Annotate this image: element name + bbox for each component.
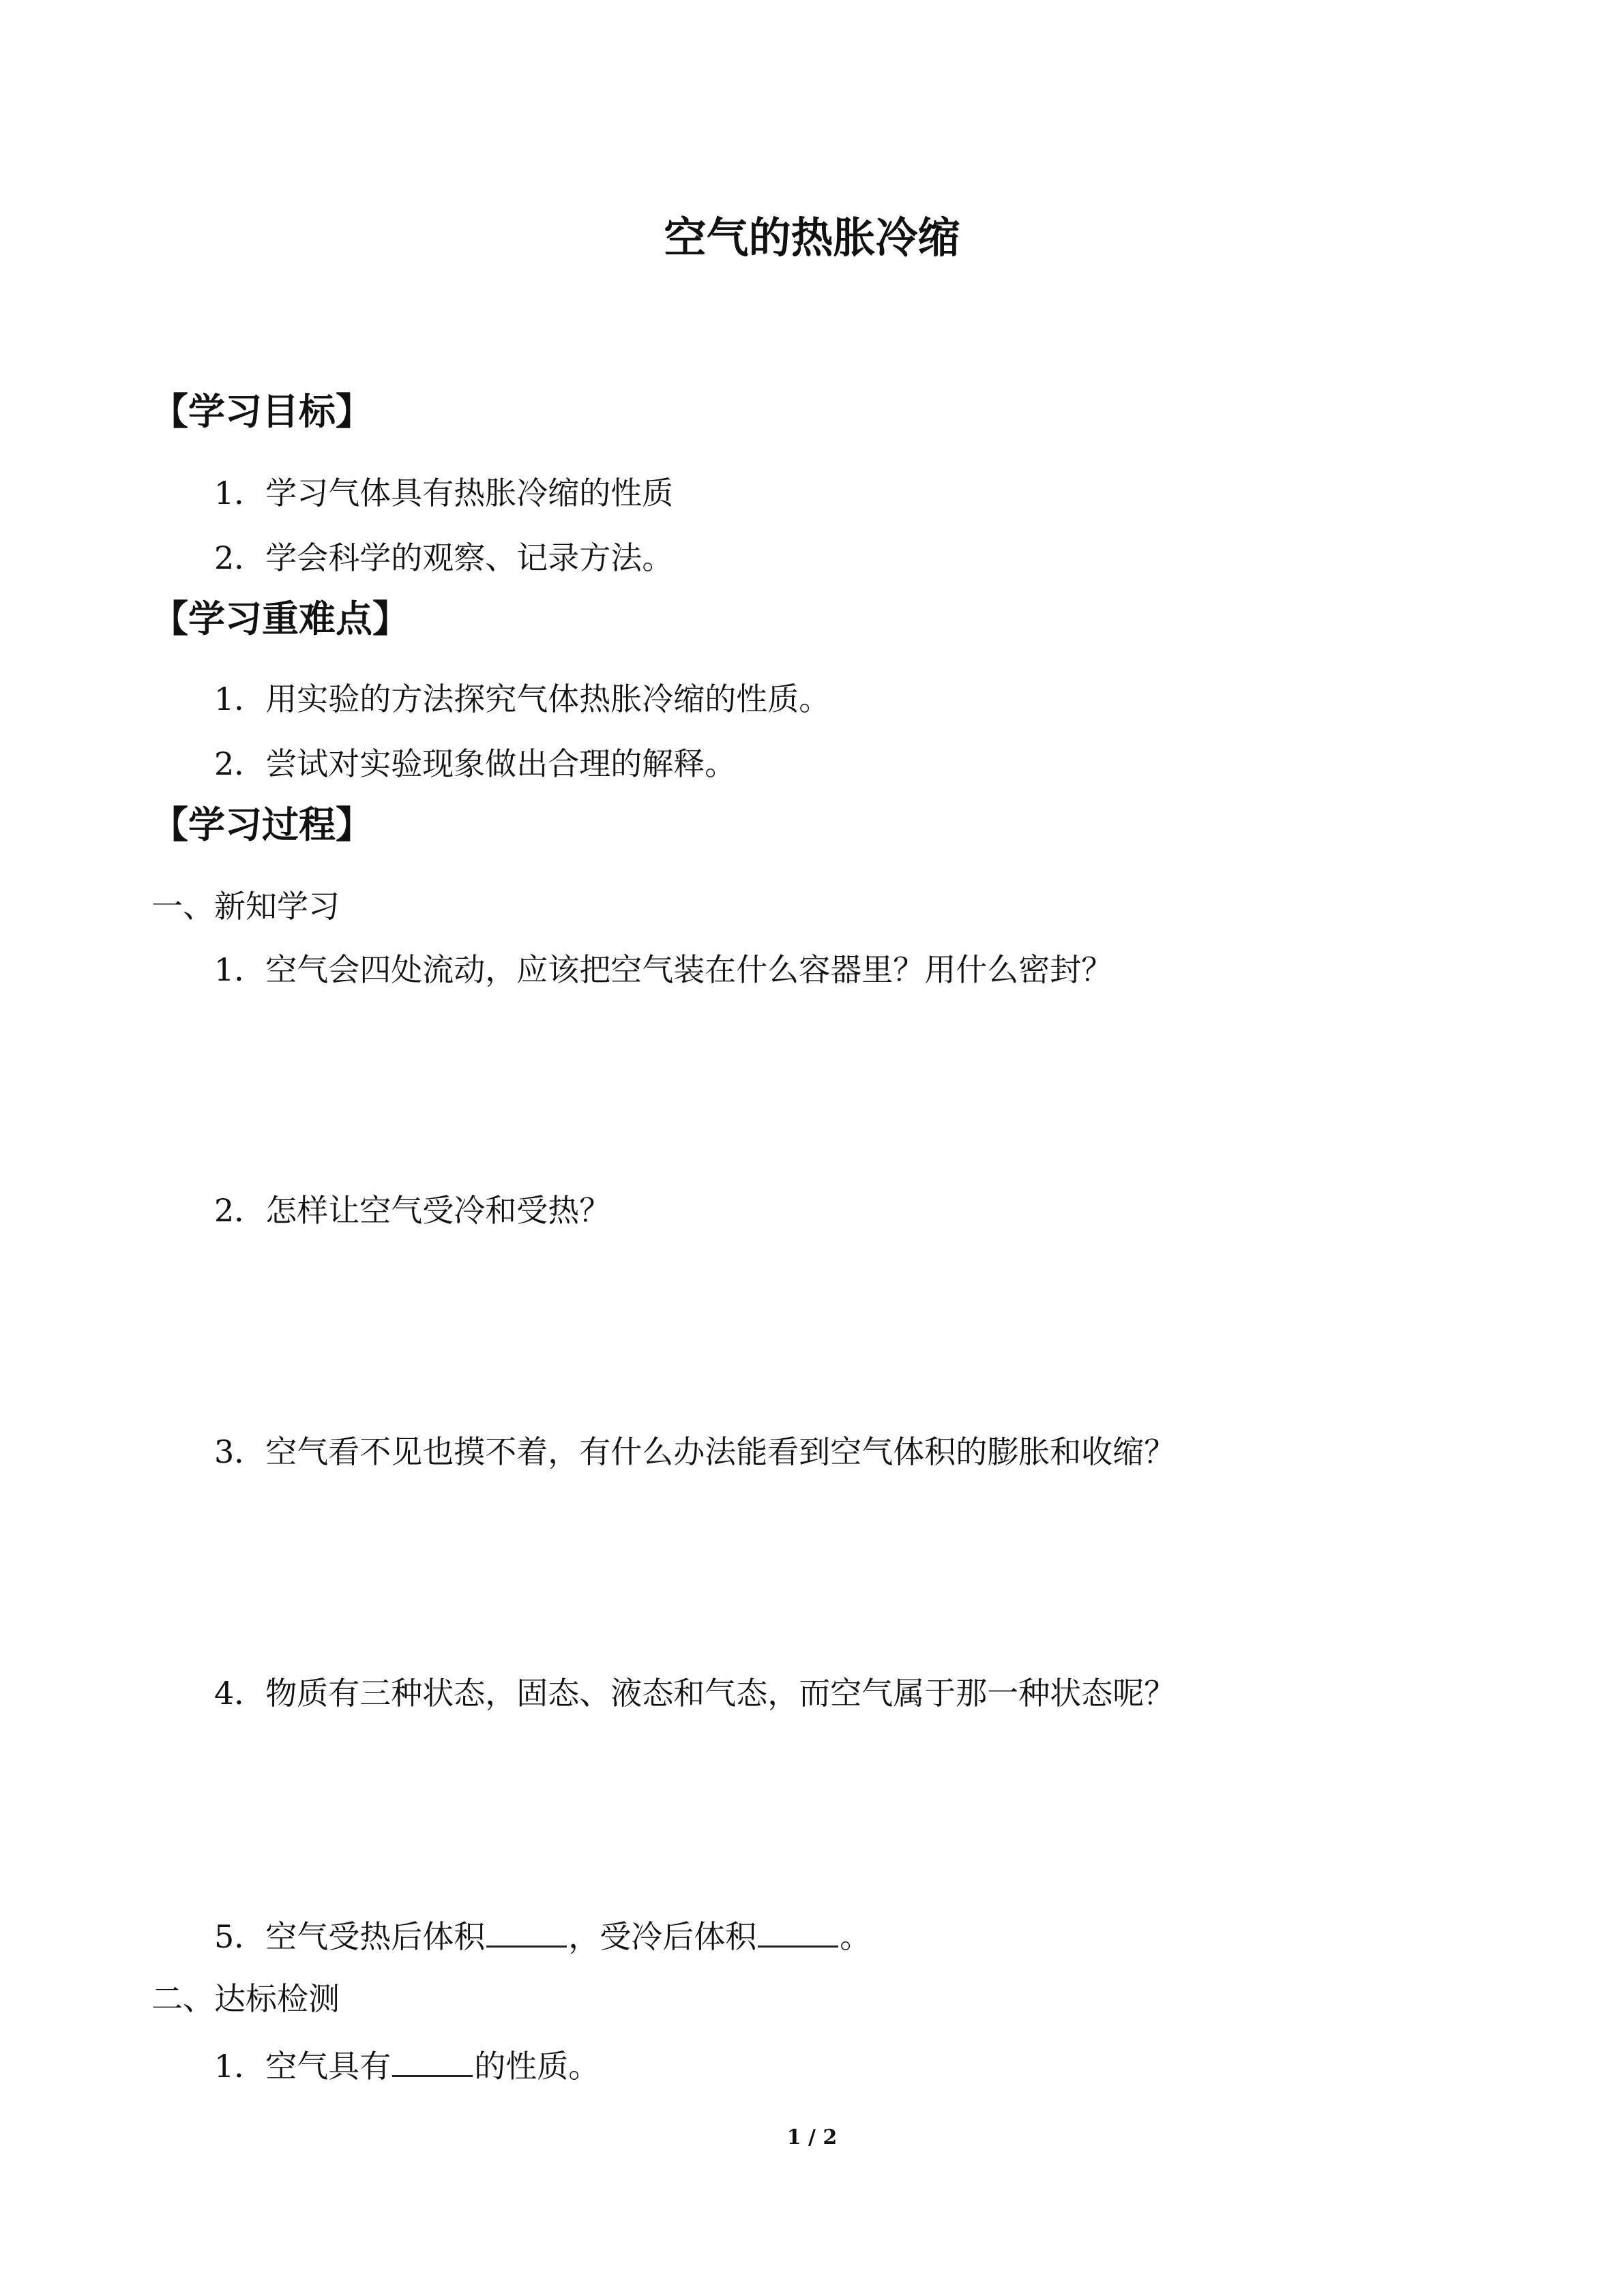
question-item: 2．怎样让空气受冷和受热？	[214, 1192, 611, 1229]
key-points-heading: 【学习重难点】	[151, 597, 409, 640]
question-item-fill-blank	[214, 1918, 872, 1955]
process-heading: 【学习过程】	[151, 803, 372, 846]
key-point-item: 2．尝试对实验现象做出合理的解释。	[214, 745, 737, 782]
key-point-item: 1．用实验的方法探究气体热胀冷缩的性质。	[214, 681, 831, 717]
document-title: 空气的热胀冷缩	[664, 213, 960, 263]
goal-item: 2．学会科学的观察、记录方法。	[214, 539, 674, 576]
question-item: 3．空气看不见也摸不着，有什么办法能看到空气体积的膨胀和收缩？	[214, 1433, 1176, 1470]
section-label: 二、达标检测	[151, 1980, 340, 2017]
answer-blank[interactable]	[758, 1918, 838, 1948]
question-text: 1．空气具有	[214, 2048, 392, 2085]
answer-blank[interactable]	[392, 2048, 473, 2077]
question-text: 的性质。	[474, 2048, 600, 2085]
question-text: 5．空气受热后体积	[214, 1918, 486, 1955]
section-label: 一、新知学习	[151, 888, 340, 925]
question-item-fill-blank	[214, 2048, 600, 2085]
question-item: 4．物质有三种状态，固态、液态和气态，而空气属于那一种状态呢？	[214, 1675, 1176, 1712]
goal-item: 1．学习气体具有热胀冷缩的性质	[214, 475, 674, 511]
page-number: 1 / 2	[786, 2126, 838, 2149]
answer-blank[interactable]	[486, 1918, 567, 1948]
question-text: ，受冷后体积	[568, 1918, 757, 1955]
goals-heading: 【学习目标】	[151, 389, 372, 433]
question-text: 。	[840, 1918, 872, 1955]
question-item: 1．空气会四处流动，应该把空气装在什么容器里？用什么密封？	[214, 951, 1113, 988]
